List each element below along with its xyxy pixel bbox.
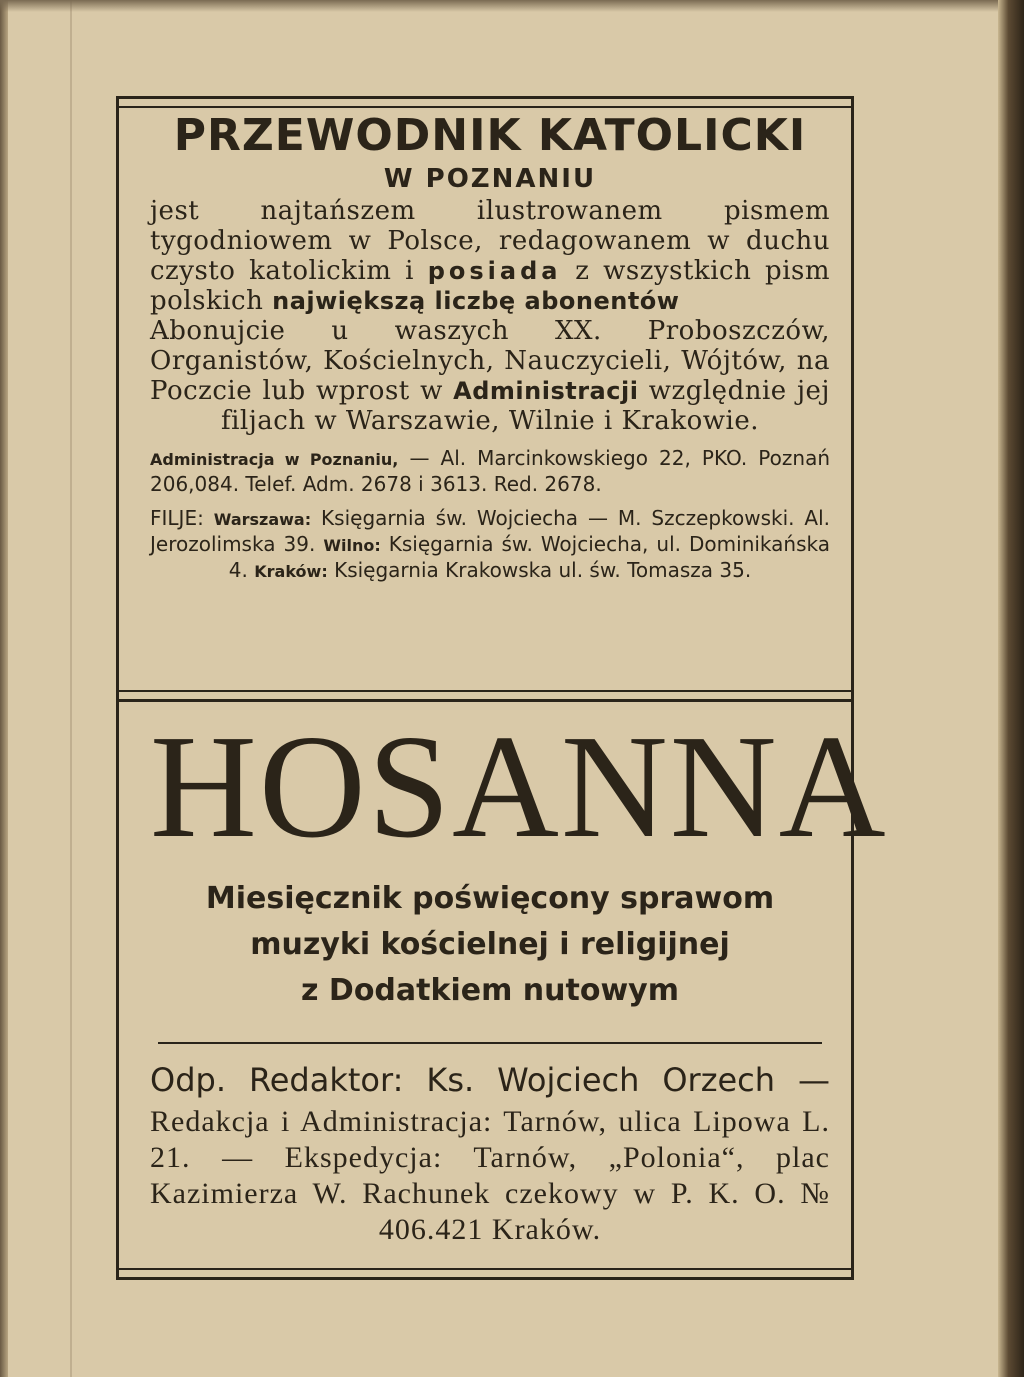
tagline-line-3: z Dodatkiem nutowym bbox=[301, 973, 679, 1008]
subscribe-text-2: względnie jej filjach w Warszawie, Wilnie i Krakowie. bbox=[220, 376, 830, 436]
intro-text-2: z wszystkich pism polskich bbox=[150, 256, 831, 316]
admin-paragraph bbox=[150, 446, 830, 496]
krakow-label: Kraków: bbox=[254, 562, 328, 581]
subscribe-paragraph bbox=[150, 316, 830, 436]
admin-text: — Al. Marcinkowskiego 22, PKO. Poznań 206,084. Telef. Adm. 2678 i 3613. Red. 2678. bbox=[150, 446, 830, 496]
page-spine bbox=[0, 0, 8, 1377]
masthead-title: PRZEWODNIK KATOLICKI bbox=[173, 110, 807, 161]
hosanna-tagline bbox=[150, 876, 830, 1014]
branches-paragraph bbox=[150, 506, 830, 584]
hosanna-title: HOSANNA bbox=[150, 705, 888, 869]
frame-top-rule bbox=[116, 106, 854, 108]
page-top-shadow bbox=[0, 0, 1000, 12]
subscribe-text-1: Abonujcie u waszych XX. Proboszczów, Organistów, Kościelnych, Nauczycieli, Wójtów, na Poczcie lub wprost w bbox=[150, 316, 830, 406]
intro-posiada: posiada bbox=[427, 257, 562, 285]
tagline-line-1: Miesięcznik poświęcony sprawom bbox=[205, 881, 775, 916]
editor-line: Odp. Redaktor: Ks. Wojciech Orzech — bbox=[150, 1061, 830, 1099]
tagline-line-2: muzyki kościelnej i religijnej bbox=[250, 927, 730, 962]
page-right-edge bbox=[998, 0, 1024, 1377]
intro-highlight: największą liczbę abonentów bbox=[272, 287, 680, 315]
masthead-subtitle: W POZNANIU bbox=[383, 164, 597, 194]
address-paragraph: Redakcja i Administracja: Tarnów, ulica Lipowa L. 21. — Ekspedycja: Tarnów, „Polonia“, plac Kazimierza W. Rachunek czekowy w P. K. O. № 406.421 Kraków. bbox=[150, 1105, 830, 1246]
intro-text-1: jest najtańszem ilustrowanem pismem tygodniowem w Polsce, redagowanem w duchu czysto katolickim i bbox=[150, 196, 830, 286]
warsaw-text: Księgarnia św. Wojciecha — M. Szczepkowski. Al. Jerozolimska 39. bbox=[150, 506, 831, 556]
page-fold bbox=[70, 0, 72, 1377]
intro-paragraph bbox=[150, 196, 830, 316]
hosanna-ad bbox=[150, 705, 888, 1248]
admin-label: Administracja w Poznaniu, bbox=[150, 450, 399, 469]
hosanna-rule bbox=[158, 1042, 822, 1044]
subscribe-highlight: Administracji bbox=[453, 377, 639, 405]
branches-label: FILJE: bbox=[150, 506, 204, 530]
section-divider bbox=[116, 690, 854, 702]
przewodnik-ad bbox=[150, 110, 830, 584]
wilno-text: Księgarnia św. Wojciecha, ul. Dominikańska 4. bbox=[228, 532, 830, 582]
warsaw-label: Warszawa: bbox=[213, 510, 312, 529]
frame-bottom-rule bbox=[116, 1268, 854, 1270]
wilno-label: Wilno: bbox=[323, 536, 381, 555]
krakow-text: Księgarnia Krakowska ul. św. Tomasza 35. bbox=[334, 558, 752, 582]
